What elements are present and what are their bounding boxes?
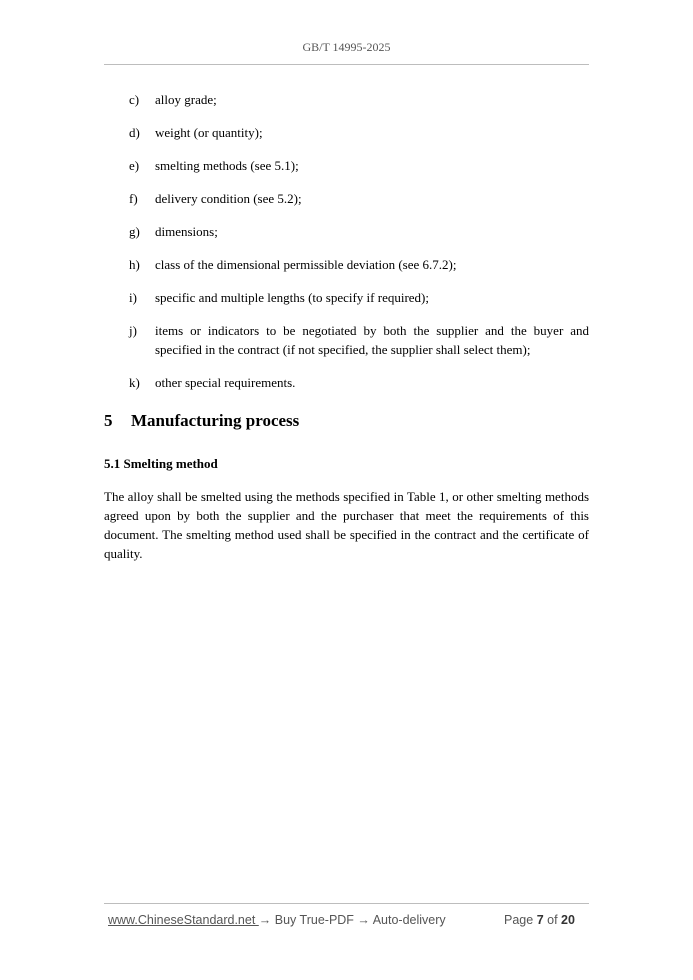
arrow-right-icon: →: [258, 913, 272, 927]
list-item-text: other special requirements.: [155, 375, 296, 390]
list-marker: i): [129, 290, 137, 305]
list-item-text: dimensions;: [155, 224, 218, 239]
list-marker: h): [129, 257, 140, 272]
section-title: Manufacturing process: [131, 411, 300, 430]
list-marker: c): [129, 92, 140, 107]
list-item-text: specific and multiple lengths (to specify if required);: [155, 290, 429, 305]
list-item: [104, 123, 589, 142]
section-number: 5: [104, 411, 113, 430]
list-marker: k): [129, 375, 140, 390]
list-item-text: class of the dimensional permissible deviation (see 6.7.2);: [155, 257, 457, 272]
list-item-text: delivery condition (see 5.2);: [155, 191, 302, 206]
footer-divider: [104, 903, 589, 904]
document-code: GB/T 14995-2025: [302, 40, 391, 54]
page-indicator: [504, 913, 575, 927]
page-total: 20: [561, 913, 575, 927]
section-heading: [104, 411, 299, 431]
header-divider: [104, 64, 589, 65]
list-item: [104, 321, 589, 359]
list-marker: f): [129, 191, 138, 206]
page-label: Page: [504, 913, 534, 927]
page-header: [0, 40, 693, 55]
website-link[interactable]: www.ChineseStandard.net: [108, 913, 259, 927]
list-item: [104, 222, 589, 241]
subsection-heading: 5.1 Smelting method: [104, 456, 218, 471]
page-current: 7: [536, 913, 544, 927]
list-item: [104, 288, 589, 307]
list-marker: e): [129, 158, 140, 173]
list-item: [104, 156, 589, 175]
list-marker: g): [129, 224, 140, 239]
auto-delivery-text: Auto-delivery: [369, 913, 446, 927]
list-item: [104, 373, 589, 392]
body-paragraph: The alloy shall be smelted using the methods specified in Table 1, or other smelting methods agreed upon by both the supplier and the purchaser that meet the requirements of this document. The smelting method used shall be specified in the contract and the certificate of quality.: [104, 489, 589, 561]
footer-links: [108, 913, 446, 927]
list-marker: d): [129, 125, 140, 140]
list-item: [104, 189, 589, 208]
requirements-list: [104, 90, 589, 406]
list-item-text: items or indicators to be negotiated by both the supplier and the buyer and specified in the contract (if not specified, the supplier shall select them);: [155, 323, 589, 357]
list-item: [104, 90, 589, 109]
list-item-text: alloy grade;: [155, 92, 217, 107]
list-item-text: smelting methods (see 5.1);: [155, 158, 299, 173]
buy-pdf-text: Buy True-PDF: [271, 913, 358, 927]
page-of: of: [547, 913, 558, 927]
arrow-right-icon: →: [357, 913, 370, 927]
list-item-text: weight (or quantity);: [155, 125, 263, 140]
list-marker: j): [129, 323, 137, 338]
list-item: [104, 255, 589, 274]
